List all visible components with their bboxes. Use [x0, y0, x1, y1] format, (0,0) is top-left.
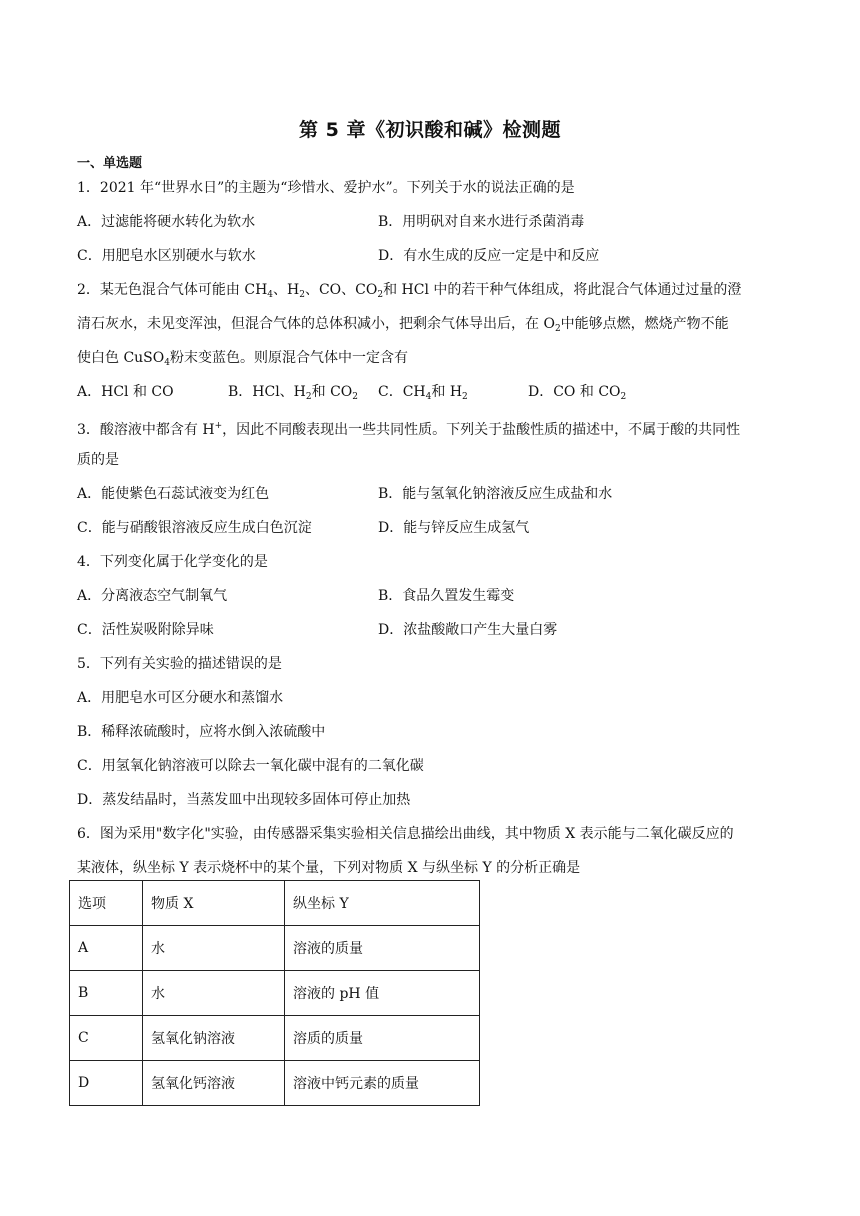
question-2-option-a: A．HCl 和 CO — [77, 384, 174, 400]
question-2-stem-line-2: 清石灰水，未见变浑浊，但混合气体的总体积减小，把剩余气体导出后，在 $O_2$中能够点燃，燃烧产物不能 — [77, 316, 729, 334]
question-4-option-b: B．食品久置发生霉变 — [378, 588, 515, 604]
question-3-option-c: C．能与硝酸银溶液反应生成白色沉淀 — [77, 520, 312, 536]
question-2-stem-line-3: 使白色 CuSO$_4$粉末变蓝色。则原混合气体中一定含有 — [77, 350, 408, 368]
question-1-stem: 1．2021 年“世界水日”的主题为“珍惜水、爱护水”。下列关于水的说法正确的是 — [77, 180, 575, 196]
question-2-option-c: C．$CH_4$和 $H_2$ — [378, 384, 468, 402]
page-title: 第 5 章《初识酸和碱》检测题 — [299, 119, 561, 141]
question-2-option-b: B．HCl、$H_2$和 $CO_2$ — [228, 384, 359, 402]
table-cell: A — [70, 926, 143, 971]
section-heading: 一、单选题 — [77, 156, 143, 171]
question-6-stem-line-2: 某液体，纵坐标 Y 表示烧杯中的某个量，下列对物质 X 与纵坐标 Y 的分析正确是 — [77, 860, 581, 876]
question-4-option-d: D．浓盐酸敞口产生大量白雾 — [378, 622, 558, 638]
question-6-table — [69, 880, 480, 1106]
question-3-stem-line-1: 3．酸溶液中都含有 H+，因此不同酸表现出一些共同性质。下列关于盐酸性质的描述中，不属于酸的共同性 — [77, 421, 741, 438]
table-cell: B — [70, 971, 143, 1016]
table-row — [70, 971, 480, 1016]
question-3-option-d: D．能与锌反应生成氢气 — [378, 520, 530, 536]
table-header-row — [70, 881, 480, 926]
table-cell: 溶质的质量 — [285, 1016, 480, 1061]
question-3-option-a: A．能使紫色石蕊试液变为红色 — [77, 486, 270, 502]
table-cell: 溶液的质量 — [285, 926, 480, 971]
question-2-option-d: D．CO 和 $CO_2$ — [528, 384, 627, 402]
question-2-stem-line-1: 2．某无色混合气体可能由 $CH_4$、$H_2$、CO、$CO_2$和 HCl 中的若干种气体组成，将此混合气体通过过量的澄 — [77, 282, 742, 300]
table-cell: 氢氧化钙溶液 — [143, 1061, 285, 1106]
table-cell: D — [70, 1061, 143, 1106]
table-cell: 溶液中钙元素的质量 — [285, 1061, 480, 1106]
question-6-stem-line-1: 6．图为采用"数字化"实验，由传感器采集实验相关信息描绘出曲线，其中物质 X 表示能与二氧化碳反应的 — [77, 826, 734, 842]
question-4-stem: 4．下列变化属于化学变化的是 — [77, 554, 268, 570]
question-5-option-b: B．稀释浓硫酸时，应将水倒入浓硫酸中 — [77, 724, 326, 740]
question-1-option-b: B．用明矾对自来水进行杀菌消毒 — [378, 214, 585, 230]
table-cell: 氢氧化钠溶液 — [143, 1016, 285, 1061]
table-row — [70, 1061, 480, 1106]
question-3-stem-line-2: 质的是 — [77, 452, 119, 468]
question-3-option-b: B．能与氢氧化钠溶液反应生成盐和水 — [378, 486, 613, 502]
question-1-option-d: D．有水生成的反应一定是中和反应 — [378, 248, 600, 264]
table-header-cell: 物质 X — [143, 881, 285, 926]
question-5-option-a: A．用肥皂水可区分硬水和蒸馏水 — [77, 690, 284, 706]
question-1-option-c: C．用肥皂水区别硬水与软水 — [77, 248, 256, 264]
table-header-cell: 纵坐标 Y — [285, 881, 480, 926]
table-header-cell: 选项 — [70, 881, 143, 926]
table-cell: 溶液的 pH 值 — [285, 971, 480, 1016]
table-row — [70, 1016, 480, 1061]
question-4-option-a: A．分离液态空气制氧气 — [77, 588, 228, 604]
question-4-option-c: C．活性炭吸附除异味 — [77, 622, 214, 638]
question-5-option-c: C．用氢氧化钠溶液可以除去一氧化碳中混有的二氧化碳 — [77, 758, 424, 774]
table-cell: 水 — [143, 971, 285, 1016]
question-1-option-a: A．过滤能将硬水转化为软水 — [77, 214, 256, 230]
question-5-option-d: D．蒸发结晶时，当蒸发皿中出现较多固体可停止加热 — [77, 792, 411, 808]
question-5-stem: 5．下列有关实验的描述错误的是 — [77, 656, 282, 672]
table-cell: C — [70, 1016, 143, 1061]
table-cell: 水 — [143, 926, 285, 971]
table-row — [70, 926, 480, 971]
